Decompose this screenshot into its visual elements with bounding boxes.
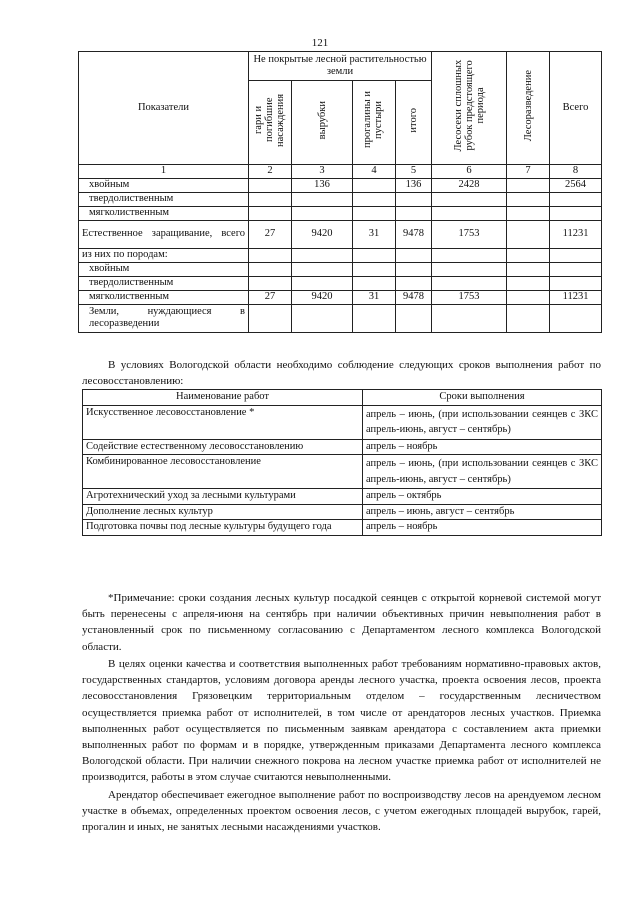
col-number: 8 xyxy=(550,164,602,178)
cell: 1753 xyxy=(432,220,507,248)
table-row xyxy=(83,439,602,455)
cell xyxy=(292,262,353,276)
cell: 136 xyxy=(396,178,432,192)
cell xyxy=(396,192,432,206)
table-row xyxy=(79,178,602,192)
table-row xyxy=(79,262,602,276)
work-term: апрель – октябрь xyxy=(363,489,602,505)
cell xyxy=(249,262,292,276)
cell xyxy=(432,276,507,290)
col-number: 5 xyxy=(396,164,432,178)
cell xyxy=(507,206,550,220)
subheader-burnt: гари и погибшие насаждения xyxy=(249,81,292,165)
cell xyxy=(353,248,396,262)
cell xyxy=(432,304,507,332)
row-label: из них по породам: xyxy=(79,248,249,262)
table-row xyxy=(79,192,602,206)
cell xyxy=(396,206,432,220)
cell: 31 xyxy=(353,290,396,304)
row-label: твердолиственным xyxy=(79,276,249,290)
cell xyxy=(292,206,353,220)
cell xyxy=(353,276,396,290)
cell: 9478 xyxy=(396,220,432,248)
row-label: хвойным xyxy=(79,262,249,276)
subheader-glades: прогалины и пустыри xyxy=(353,81,396,165)
cell xyxy=(507,304,550,332)
cell xyxy=(292,276,353,290)
cell: 27 xyxy=(249,290,292,304)
row-label: мягколиственным xyxy=(79,206,249,220)
row-label: Естественное заращивание, всего xyxy=(79,220,249,248)
subheader-cuttings: вырубки xyxy=(292,81,353,165)
cell xyxy=(507,220,550,248)
table-row xyxy=(83,455,602,489)
header-term: Сроки выполнения xyxy=(363,390,602,406)
cell: 136 xyxy=(292,178,353,192)
work-term: апрель – ноябрь xyxy=(363,439,602,455)
table-row xyxy=(79,276,602,290)
cell xyxy=(396,248,432,262)
header-work-name: Наименование работ xyxy=(83,390,363,406)
cell xyxy=(550,304,602,332)
work-term: апрель – июнь, август – сентябрь xyxy=(363,504,602,520)
work-name: Содействие естественному лесовосстановлению xyxy=(83,439,363,455)
table-row xyxy=(83,405,602,439)
table-row xyxy=(83,504,602,520)
cell: 9478 xyxy=(396,290,432,304)
cell xyxy=(550,192,602,206)
cell xyxy=(396,276,432,290)
cell xyxy=(249,192,292,206)
cell xyxy=(249,304,292,332)
row-label: хвойным xyxy=(79,178,249,192)
tenant-paragraph: Арендатор обеспечивает ежегодное выполнение работ по воспроизводству лесов на арендуемом лесном участке в объемах, определенных проектом освоения лесов, с учетом ежегодных площадей вырубок, гарей, прогалин и иных, не занятых лесными насаждениями участков. xyxy=(82,789,601,834)
header-indicators: Показатели xyxy=(79,52,249,165)
col-number: 3 xyxy=(292,164,353,178)
work-name: Искусственное лесовосстановление * xyxy=(83,405,363,439)
work-term: апрель – ноябрь xyxy=(363,520,602,536)
col-number: 4 xyxy=(353,164,396,178)
cell xyxy=(292,248,353,262)
cell xyxy=(550,206,602,220)
cell xyxy=(249,248,292,262)
table-row xyxy=(83,489,602,505)
cell xyxy=(432,262,507,276)
cell: 27 xyxy=(249,220,292,248)
cell xyxy=(507,276,550,290)
cell: 9420 xyxy=(292,220,353,248)
col-number: 7 xyxy=(507,164,550,178)
acceptance-paragraph: В целях оценки качества и соответствия выполненных работ требованиям нормативно-правовых актов, государственных стандартов, условиям договора аренды лесного участка, проекта освоения лесов, проекта лесовосстановления Грязовецким территориальным отделом – государственным лесничеством осуществляется приемка работ от исполнителей, в том числе от арендаторов лесных участков. Приемка выполненных работ осуществляется по письменным заявкам арендатора с составлением акта приемки выполненных работ по формам и в порядке, утвержденным приказами Департамента лесного комплекса Вологодской области. При наличии снежного покрова на лесном участке приемка работ от исполнителей не производится, работы в этом случае считаются невыполненными. xyxy=(82,658,601,784)
table-row xyxy=(79,220,602,248)
table-row xyxy=(79,304,602,332)
table-row xyxy=(79,290,602,304)
subheader-subtotal: итого xyxy=(396,81,432,165)
cell xyxy=(550,276,602,290)
cell xyxy=(432,248,507,262)
cell xyxy=(550,248,602,262)
table-row xyxy=(79,206,602,220)
col-number: 2 xyxy=(249,164,292,178)
header-clearcut-areas: Лесосеки сплошных рубок предстоящего периода xyxy=(432,52,507,165)
header-total: Всего xyxy=(550,52,602,165)
cell xyxy=(507,290,550,304)
table-row xyxy=(83,520,602,536)
cell xyxy=(353,206,396,220)
work-term: апрель – июнь, (при использовании сеянцев с ЗКС апрель-июнь, август – сентябрь) xyxy=(363,455,602,489)
cell xyxy=(507,248,550,262)
cell: 1753 xyxy=(432,290,507,304)
work-name: Дополнение лесных культур xyxy=(83,504,363,520)
table-row xyxy=(79,248,602,262)
work-name: Агротехнический уход за лесными культурами xyxy=(83,489,363,505)
cell xyxy=(550,262,602,276)
cell: 9420 xyxy=(292,290,353,304)
page-number: 121 xyxy=(311,37,329,49)
cell xyxy=(249,276,292,290)
work-schedule-table xyxy=(82,389,602,536)
cell xyxy=(353,304,396,332)
cell xyxy=(353,262,396,276)
col-number: 1 xyxy=(79,164,249,178)
header-afforestation: Лесоразведение xyxy=(507,52,550,165)
cell xyxy=(292,192,353,206)
cell xyxy=(292,304,353,332)
cell xyxy=(249,206,292,220)
cell xyxy=(249,178,292,192)
intro-paragraph: В условиях Вологодской области необходимо соблюдение следующих сроков выполнения работ по лесовосстановлению: xyxy=(82,359,601,388)
cell xyxy=(396,304,432,332)
cell xyxy=(507,262,550,276)
row-label: Земли, нуждающиеся в лесоразведении xyxy=(79,304,249,332)
header-unforested-lands: Не покрытые лесной растительностью земли xyxy=(249,52,432,81)
cell: 11231 xyxy=(550,220,602,248)
cell: 2564 xyxy=(550,178,602,192)
work-name: Подготовка почвы под лесные культуры будущего года xyxy=(83,520,363,536)
cell: 2428 xyxy=(432,178,507,192)
cell xyxy=(353,192,396,206)
forest-indicators-table xyxy=(78,51,602,333)
row-label: твердолиственным xyxy=(79,192,249,206)
cell xyxy=(507,178,550,192)
note-paragraph: *Примечание: сроки создания лесных культур посадкой сеянцев с открытой корневой системой могут быть перенесены с апреля-июня на сентябрь при наличии объективных причин невыполнения работ в установленный срок по письменному согласованию с Департаментом лесного комплекса Вологодской области. xyxy=(82,592,601,653)
cell xyxy=(353,178,396,192)
work-name: Комбинированное лесовосстановление xyxy=(83,455,363,489)
cell xyxy=(432,192,507,206)
cell: 31 xyxy=(353,220,396,248)
col-number: 6 xyxy=(432,164,507,178)
cell xyxy=(432,206,507,220)
cell xyxy=(507,192,550,206)
cell xyxy=(396,262,432,276)
cell: 11231 xyxy=(550,290,602,304)
row-label: мягколиственным xyxy=(79,290,249,304)
work-term: апрель – июнь, (при использовании сеянцев с ЗКС апрель-июнь, август – сентябрь) xyxy=(363,405,602,439)
